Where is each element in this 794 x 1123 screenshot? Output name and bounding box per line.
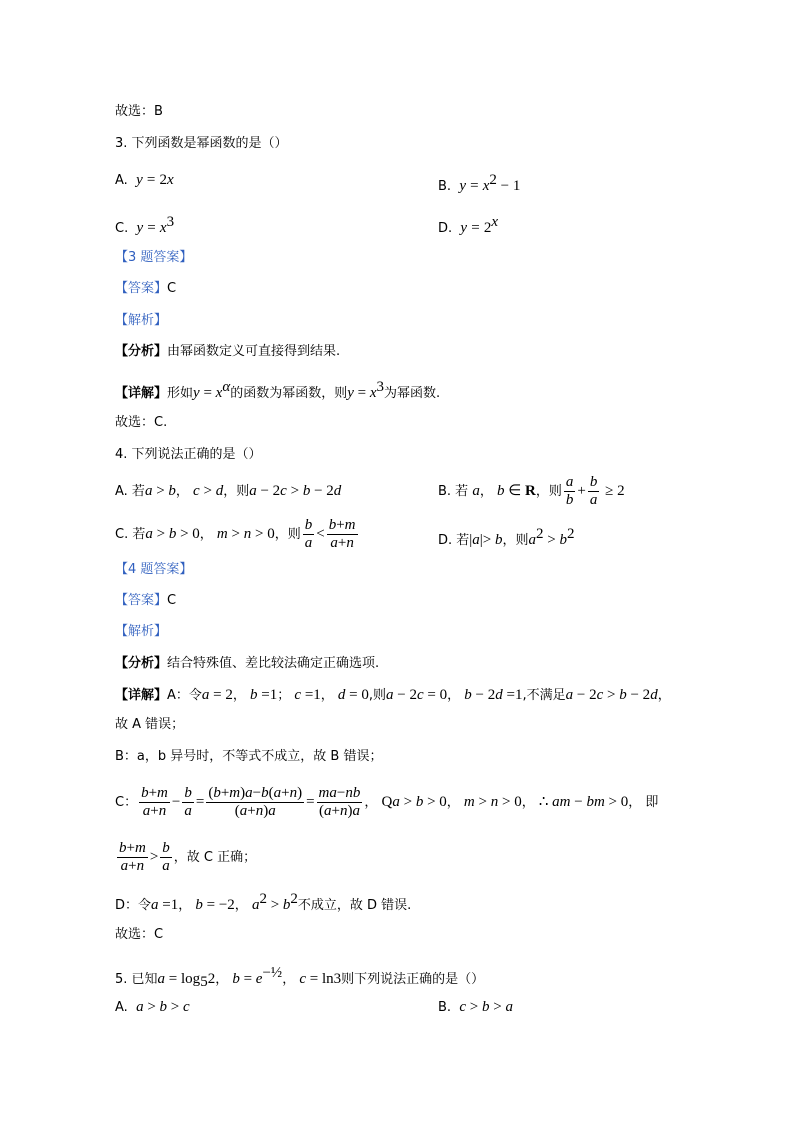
q4-option-c: C. 若a > b > 0， m > n > 0，则 $\frac{b}{a}$ < $\frac{b+m}{a+n}$	[115, 517, 356, 551]
q4-detail-a: 【详解】A：令a = 2， b =1； c =1， d = 0,则a − 2c = 0， b − 2d =1,不满足a − 2c > b − 2d，	[115, 687, 671, 703]
q4-detail-b: B：a，b 异号时，不等式不成立，故 B 错误；	[115, 749, 383, 764]
q3-option-a: A. y = 2x	[115, 172, 174, 188]
q4-detail-d: D：令a =1， b = −2， $a^2 > b^2$不成立，故 D 错误.	[115, 891, 412, 913]
q4-detail-c-cont: $\frac{b+m}{a+n}$ > $\frac{b}{a}$ ，故 C 正确；	[119, 840, 257, 874]
q2-answer: 故选：B	[115, 104, 163, 119]
q4-detail-c: C： $\frac{b+m}{a+n}$ − $\frac{b}{a}$ = $\frac{(b+m)a-b(a+n)}{(a+n)a}$ = $\frac{ma-nb}{(a+n)a}$ ， Qa > b > 0， m > n > 0， ∴ am − bm > 0， 即	[115, 785, 659, 819]
q3-answer-line: 【答案】C	[115, 281, 177, 296]
q3-detail: 【详解】形如$y = x^\alpha$的函数为幂函数，则$y = x^3$为幂函数.	[115, 379, 441, 401]
q3-conclusion: 故选：C.	[115, 415, 168, 430]
q5-option-b: B. c > b > a	[438, 999, 513, 1015]
q3-option-b: B. $y = x^2 - 1$	[438, 172, 521, 194]
q3-block-title: 【3 题答案】	[115, 250, 193, 265]
q5-option-a: A. a > b > c	[115, 999, 190, 1015]
q4-option-b: B. 若 a， b ∈ R，则 $\frac{a}{b}$ + $\frac{b}{a}$ ≥ 2	[438, 474, 625, 508]
q4-fenxi: 【分析】结合特殊值、差比较法确定正确选项.	[115, 656, 380, 671]
q3-fenxi: 【分析】由幂函数定义可直接得到结果.	[115, 344, 341, 359]
q3-analysis-title: 【解析】	[115, 313, 168, 328]
q3-option-c: C. $y = x^3$	[115, 214, 175, 236]
q4-stem: 4. 下列说法正确的是（）	[115, 447, 262, 462]
q4-conclusion: 故选：C	[115, 927, 164, 942]
q4-analysis-title: 【解析】	[115, 624, 168, 639]
q4-option-a: A. 若a > b， c > d，则a − 2c > b − 2d	[115, 483, 342, 499]
q3-option-d: D. y = 2$^x$	[438, 214, 499, 236]
q4-answer-line: 【答案】C	[115, 593, 177, 608]
q4-detail-a-cont: 故 A 错误；	[115, 717, 185, 732]
q3-stem: 3. 下列函数是幂函数的是（）	[115, 136, 288, 151]
q4-block-title: 【4 题答案】	[115, 562, 193, 577]
q5-stem: 5. 已知$a = \log_52$， $b = e^{-\frac{1}{2}}$， c = ln3则下列说法正确的是（）	[115, 965, 485, 990]
q4-option-d: D. 若|a|> b，则$a^2 > b^2$	[438, 526, 575, 548]
